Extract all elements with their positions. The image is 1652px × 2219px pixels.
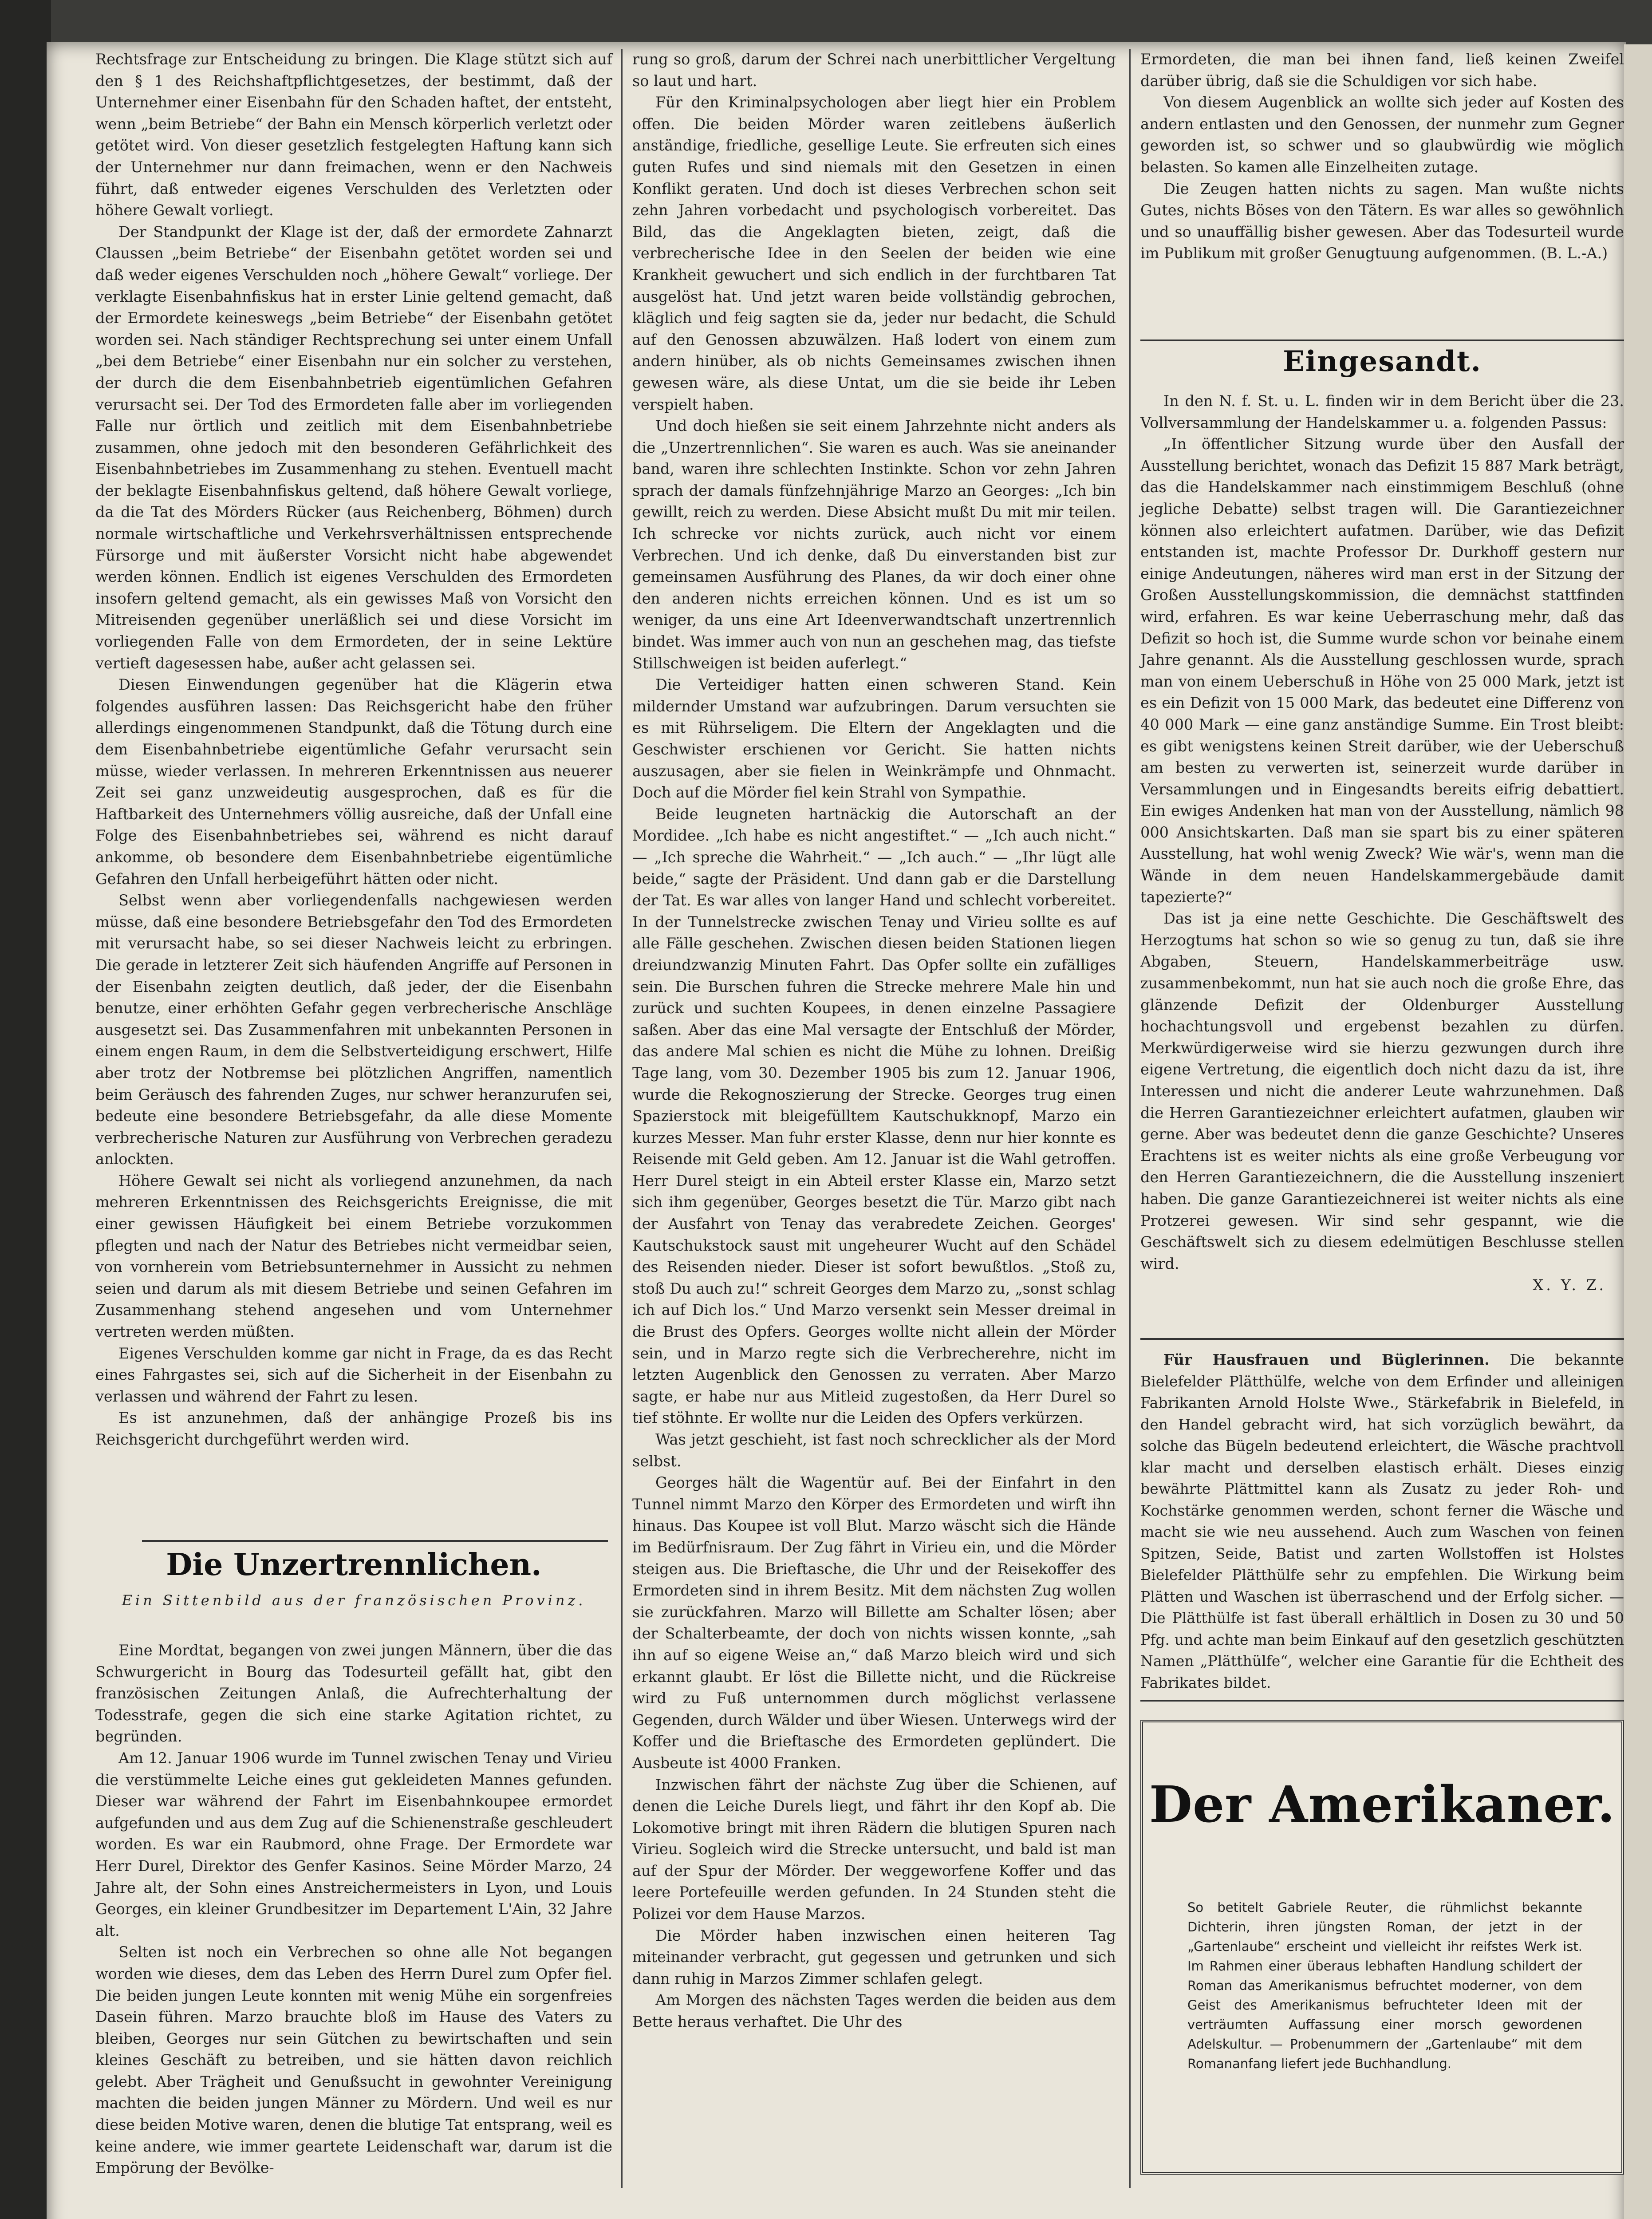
text-paragraph: Beide leugneten hartnäckig die Autorschaft an der Mordidee. „Ich habe es nicht angestiftet.“ — „Ich auch nicht.“ — „Ich spreche die Wahrheit.“ — „Ich auch.“ — „Ihr lügt alle beide,“ sagte der Präsident. Und dann gab er die Darstellung der Tat. Es war alles von langer Hand und schlecht vorbereitet. In der Tunnelstrecke zwischen Tenay und Virieu sollte es auf alle Fälle geschehen. Zwischen diesen beiden Stationen liegen dreiundzwanzig Minuten Fahrt. Das Opfer sollte ein zufälliges sein. Die Burschen fuhren die Strecke mehrere Male hin und zurück und suchten Koupees, in denen einzelne Passagiere saßen. Aber das eine Mal versagte der Entschluß der Mörder, das andere Mal schien es nicht die Mühe zu lohnen. Dreißig Tage lang, vom 30. Dezember 1905 bis zum 12. Januar 1906, wurde die Rekognoszierung der Strecke. Georges trug einen Spazierstock mit bleigefülltem Kautschukknopf, Marzo ein kurzes Messer. Man fuhr erster Klasse, denn nur hier konnte es Reisende mit Geld geben. Am 12. Januar ist die Wahl getroffen. Herr Durel steigt in ein Abteil erster Klasse ein, Marzo setzt sich ihm gegenüber, Georges besetzt die Tür. Marzo gibt nach der Ausfahrt von Tenay das verabredete Zeichen. Georges' Kautschukstock saust mit ungeheurer Wucht auf den Schädel des Reisenden nieder. Dieser ist sofort bewußtlos. „Stoß zu, stoß Du auch zu!“ schreit Georges dem Marzo zu, „sonst schlag ich auf Dich los.“ Und Marzo versenkt sein Messer dreimal in die Brust des Opfers. Georges wollte nicht allein der Mörder sein, und in Marzo regte sich die Verbrecherehre, nicht im letzten Augenblick den Genossen zu verraten. Aber Marzo sagte, er habe nur aus Mitleid zugestoßen, da Herr Durel so tief stöhnte. Er wollte nur die Leiden des Opfers verkürzen. (632, 805, 1116, 1427)
text-paragraph: rung so groß, darum der Schrei nach unerbittlicher Vergeltung so laut und hart. (632, 51, 1116, 90)
text-paragraph: Selten ist noch ein Verbrechen so ohne alle Not begangen worden wie dieses, dem das Leben des Herrn Durel zum Opfer fiel. Die beiden jungen Leute konnten mit wenig Mühe ein sorgenfreies Dasein führen. Marzo brauchte bloß im Hause des Vaters zu bleiben, Georges nur sein Gütchen zu bewirtschaften und sein kleines Geschäft zu betreiben, und sie hätten davon reichlich gelebt. Aber Trägheit und Genußsucht in gewohnter Vereinigung machten die beiden jungen Männer zu Mördern. Und weil es nur diese beiden Motive waren, denen die blutige Tat entsprang, weil es keine andere, wie immer geartete Leidenschaft war, darum ist die Empörung der Bevölke- (95, 1943, 612, 2177)
text-paragraph: Es ist anzunehmen, daß der anhängige Prozeß bis ins Reichsgericht durchgeführt werden wird. (95, 1409, 612, 1448)
column-3 (1140, 49, 1624, 265)
text-paragraph: Am 12. Januar 1906 wurde im Tunnel zwischen Tenay und Virieu die verstümmelte Leiche eines gut gekleideten Mannes gefunden. Dieser war während der Fahrt im Eisenbahnkoupee ermordet aufgefunden und aus dem Zug auf die Schienenstraße geschleudert worden. Es war ein Raubmord, ohne Frage. Der Ermordete war Herr Durel, Direktor des Genfer Kasinos. Seine Mörder Marzo, 24 Jahre alt, der Sohn eines Anstreichermeisters in Lyon, und Louis Georges, ein kleiner Grundbesitzer im Departement L'Ain, 32 Jahre alt. (95, 1749, 612, 1939)
advertisement-box (1140, 1720, 1624, 2175)
next-page-edge (1624, 44, 1652, 2219)
text-paragraph: Eigenes Verschulden komme gar nicht in Frage, da es das Recht eines Fahrgastes sei, sich auf die Sicherheit in der Eisenbahn zu verlassen und während der Fahrt zu lesen. (95, 1344, 612, 1405)
signature: X. Y. Z. (1533, 1276, 1606, 1294)
article-subtitle: Ein Sittenbild aus der französischen Provinz. (122, 1592, 586, 1609)
eingesandt-body (1140, 391, 1624, 1296)
text-paragraph: Die Zeugen hatten nichts zu sagen. Man wußte nichts Gutes, nichts Böses von den Tätern. Es war alles so gewöhnlich und so unauffällig bisher gewesen. Aber das Todesurteil wurde im Publikum mit großer Genugtuung aufgenommen. (B. L.-A.) (1140, 180, 1624, 262)
text-paragraph: Eine Mordtat, begangen von zwei jungen Männern, über die das Schwurgericht in Bourg das Todesurteil gefällt hat, gibt den französischen Zeitungen Anlaß, die Aufrechterhaltung der Todesstrafe, gegen die sich eine starke Agitation richtet, zu begründen. (95, 1642, 612, 1745)
text-paragraph: Die Verteidiger hatten einen schweren Stand. Kein mildernder Umstand war aufzubringen. Darum versuchten sie es mit Rührseligem. Die Eltern der Angeklagten und die Geschwister erschienen vor Gericht. Sie hatten nichts auszusagen, aber sie fielen in Weinkrämpfe und Ohnmacht. Doch auf die Mörder fiel kein Strahl von Sympathie. (632, 676, 1116, 802)
text-paragraph: Inzwischen fährt der nächste Zug über die Schienen, auf denen die Leiche Durels liegt, und fährt ihr den Kopf ab. Die Lokomotive bringt mit ihren Rädern die blutigen Spuren nach Virieu. Sogleich wird die Strecke untersucht, und bald ist man auf der Spur der Mörder. Der weggeworfene Koffer und das leere Portefeuille werden gefunden. In 24 Stunden steht die Polizei vor dem Hause Marzos. (632, 1776, 1116, 1923)
text-paragraph: Am Morgen des nächsten Tages werden die beiden aus dem Bette heraus verhaftet. Die Uhr des (632, 1991, 1116, 2031)
text-paragraph: Höhere Gewalt sei nicht als vorliegend anzunehmen, da nach mehreren Erkenntnissen des Reichsgerichts Ereignisse, die mit einer gewissen Häufigkeit bei einem Betriebe vorzukommen pflegten und nach der Natur des Betriebes nicht vermeidbar seien, von vornherein vom Betriebsunternehmer in Aussicht zu nehmen seien und darum als mit diesem Betriebe und seinen Gefahren im Zusammenhang stehend angesehen und vom Unternehmer vertreten werden müßten. (95, 1172, 612, 1341)
ad-text: So betitelt Gabriele Reuter, die rühmlichst bekannte Dichterin, ihren jüngsten Roman, der jetzt in der „Gartenlaube“ erscheint und vielleicht ihr reifstes Werk ist. Im Rahmen einer überaus lebhaften Handlung schildert der Roman das Amerikanismus befruchtet moderner, von dem Geist des Amerikanismus befruchteter Ideen mit der verträumten Auffassung einer morsch gewordenen Adelskultur. — Probenummern der „Gartenlaube“ mit dem Romananfang liefert jede Buchhandlung. (1187, 1900, 1582, 2071)
text-paragraph: Das ist ja eine nette Geschichte. Die Geschäftswelt des Herzogtums hat schon so wie so genug zu tun, daß sie ihre Abgaben, Steuern, Handelskammerbeiträge usw. zusammenbekommt, nun hat sie auch noch die große Ehre, das glänzende Defizit der Oldenburger Ausstellung hochachtungsvoll und ergebenst bezahlen zu dürfen. Merkwürdigerweise wird sie hierzu gezwungen durch ihre eigene Vertretung, die eigentlich doch nicht dazu da ist, ihre Interessen und nicht die anderer Leute wahrzunehmen. Daß die Herren Garantiezeichner erleichtert aufatmen, glauben wir gerne. Aber was bedeutet denn die ganze Geschichte? Unseres Erachtens ist es weiter nichts als eine große Verbeugung vor den Herren Garantiezeichnern, die die Ausstellung inszeniert haben. Die ganze Garantiezeichnerei ist weiter nichts als eine Protzerei gewesen. Wir sind sehr gespannt, wie die Geschäftswelt sich zu diesem edelmütigen Beschlusse stellen wird. (1140, 910, 1624, 1272)
section-rule (1140, 1700, 1624, 1702)
text-paragraph: Für den Kriminalpsychologen aber liegt hier ein Problem offen. Die beiden Mörder waren zeitlebens äußerlich anständige, friedliche, gesellige Leute. Sie erfreuten sich eines guten Rufes und sind niemals mit den Gesetzen in einen Konflikt geraten. Und doch ist dieses Verbrechen schon seit zehn Jahren vorbedacht und psychologisch vorbereitet. Das Bild, das die Angeklagten bieten, zeigt, daß die verbrecherische Idee in den Seelen der beiden wie eine Krankheit gewuchert und sich endlich in der furchtbaren Tat ausgelöst hat. Und jetzt waren beide vollständig gebrochen, kläglich und feig sagten sie da, jeder nur bedacht, die Schuld auf den Genossen abzuwälzen. Haß lodert von einem zum andern hinüber, als ob nichts Gemeinsames zwischen ihnen gewesen wäre, als diese Untat, um die sie beide ihr Leben verspielt haben. (632, 94, 1116, 413)
text-paragraph: Von diesem Augenblick an wollte sich jeder auf Kosten des andern entlasten und den Genossen, der nunmehr zum Gegner geworden ist, so schwer und so glaubwürdig wie möglich belasten. So kamen alle Einzelheiten zutage. (1140, 94, 1624, 176)
text-paragraph: „In öffentlicher Sitzung wurde über den Ausfall der Ausstellung berichtet, wonach das Defizit 15 887 Mark beträgt, das die Handelskammer nach einstimmigem Beschluß (ohne jegliche Debatte) selbst tragen will. Die Garantiezeichner können also erleichtert aufatmen. Darüber, wie das Defizit entstanden ist, machte Professor Dr. Durkhoff gestern nur einige Andeutungen, näheres wird man erst in der Sitzung der Großen Ausstellungskommission, die demnächst stattfinden wird, erfahren. Es war keine Ueberraschung mehr, daß das Defizit so hoch ist, die Summe wurde schon vor beinahe einem Jahre genannt. Als die Ausstellung geschlossen wurde, sprach man von einem Ueberschuß in Höhe von 25 000 Mark, jetzt ist es ein Defizit von 15 000 Mark, das bedeutet eine Differenz von 40 000 Mark — eine ganz anständige Summe. Ein Trost bleibt: es gibt wenigstens keinen Streit darüber, wie der Ueberschuß am besten zu verwerten ist, seinerzeit wurde darüber in Versammlungen und in Eingesandts bereits eifrig debattiert. Ein ewiges Andenken hat man von der Ausstellung, nämlich 98 000 Ansichtskarten. Daß man sie spart bis zu einer späteren Ausstellung, hat wohl wenig Zweck? Wie wär's, wenn man die Wände in dem neuen Handelskammergebäude damit tapezierte?“ (1140, 435, 1624, 906)
scan-background (0, 0, 51, 2219)
text-paragraph: Was jetzt geschieht, ist fast noch schrecklicher als der Mord selbst. (632, 1431, 1116, 1470)
article-body (95, 1640, 612, 2179)
section-rule (1140, 340, 1624, 341)
text-paragraph: Diesen Einwendungen gegenüber hat die Klägerin etwa folgendes ausführen lassen: Das Reichsgericht habe den früher allerdings eingenommenen Standpunkt, daß die Tötung durch eine dem Eisenbahnbetriebe eigentümliche Gefahr verursacht sein müsse, wieder verlassen. In mehreren Erkenntnissen aus neuerer Zeit sei ganz unzweideutig ausgesprochen, daß es für die Haftbarkeit des Unternehmers völlig ausreiche, daß der Unfall eine Folge des Eisenbahnbetriebes sei, während es nicht darauf ankomme, ob besondere dem Eisenbahnbetriebe eigentümliche Gefahren den Unfall herbeigeführt hätten oder nicht. (95, 676, 612, 888)
notice-lead: Für Hausfrauen und Büglerinnen. (1163, 1351, 1490, 1368)
text-paragraph: Der Standpunkt der Klage ist der, daß der ermordete Zahnarzt Claussen „beim Betriebe“ der Eisenbahn getötet worden sei und daß weder eigenes Verschulden noch „höhere Gewalt“ vorliege. Der verklagte Eisenbahnfiskus hat in erster Linie geltend gemacht, daß der Ermordete keineswegs „beim Betriebe“ der Eisenbahn getötet worden sei. Nach ständiger Rechtsprechung sei unter einem Unfall „bei dem Betriebe“ einer Eisenbahn nur ein solcher zu verstehen, der durch die dem Eisenbahnbetrieb eigentümlichen Gefahren verursacht sei. Der Tod des Ermordeten falle aber im vorliegenden Falle nur örtlich und zeitlich mit dem Eisenbahnbetriebe zusammen, ohne jedoch mit den besonderen Gefährlichkeit des Eisenbahnbetriebes im Zusammenhang zu stehen. Eventuell macht der beklagte Eisenbahnfiskus geltend, daß höhere Gewalt vorliege, da die Tat des Mörders Rücker (aus Reichenberg, Böhmen) durch normale wirtschaftliche und Verkehrsverhältnissen entsprechende Fürsorge und mit äußerster Vorsicht nicht habe abgewendet werden können. Endlich ist eigenes Verschulden des Ermordeten insofern geltend gemacht, als ein gewisses Maß von Vorsicht den Mitreisenden gegenüber unerläßlich sei und diese Vorsicht im vorliegenden Falle von dem Ermordeten, der in seine Lektüre vertieft dagesessen habe, außer acht gelassen sei. (95, 223, 612, 672)
text-paragraph: In den N. f. St. u. L. finden wir in dem Bericht über die 23. Vollversammlung der Handelskammer u. a. folgenden Passus: (1140, 392, 1624, 431)
column-divider (621, 49, 623, 2188)
text-paragraph: Die Mörder haben inzwischen einen heiteren Tag miteinander verbracht, gut gegessen und getrunken und sich dann ruhig in Marzos Zimmer schlafen gelegt. (632, 1927, 1116, 1987)
notice-text: Die bekannte Bielefelder Plätthülfe, welche von dem Erfinder und alleinigen Fabrikanten Arnold Holste Wwe., Stärkefabrik in Bielefeld, in den Handel gebracht wird, hat sich vorzüglich bewährt, da solche das Bügeln bedeutend erleichtert, die Wäsche prachtvoll klar macht und derselben elastisch erhält. Dieses einzig bewährte Plättmittel kann als Zusatz zu jeder Roh- und Kochstärke genommen werden, schont ferner die Wäsche und macht sie wie neu aussehend. Auch zum Waschen von feinen Spitzen, Seide, Batist und zarten Wollstoffen ist Holstes Bielefelder Plätthülfe sehr zu empfehlen. Die Wirkung beim Plätten und Waschen ist überraschend und der Erfolg sicher. — Die Plätthülfe ist fast überall erhältlich in Dosen zu 30 und 50 Pfg. und achte man beim Einkauf auf den gesetzlich geschützten Namen „Plätthülfe“, welcher eine Garantie für die Echtheit des Fabrikates bildet. (1140, 1351, 1624, 1691)
column-1 (95, 49, 612, 1451)
section-rule (142, 1540, 608, 1542)
text-paragraph: Rechtsfrage zur Entscheidung zu bringen. Die Klage stützt sich auf den § 1 des Reichshaftpflichtgesetzes, der bestimmt, daß der Unternehmer einer Eisenbahn für den Schaden haftet, der entsteht, wenn „beim Betriebe“ der Bahn ein Mensch körperlich verletzt oder getötet wird. Von dieser gesetzlich festgelegten Haftung kann sich der Unternehmer nur dann freimachen, wenn er den Nachweis führt, daß entweder eigenes Verschulden des Verletzten oder höhere Gewalt vorliegt. (95, 51, 612, 219)
text-paragraph: Ermordeten, die man bei ihnen fand, ließ keinen Zweifel darüber übrig, daß sie die Schuldigen vor sich habe. (1140, 51, 1624, 90)
section-title-eingesandt: Eingesandt. (1283, 345, 1482, 378)
text-paragraph: Georges hält die Wagentür auf. Bei der Einfahrt in den Tunnel nimmt Marzo den Körper des Ermordeten und wirft ihn hinaus. Das Koupee ist voll Blut. Marzo wäscht sich die Hände im Bedürfnisraum. Der Zug fährt in Virieu ein, und die Mörder steigen aus. Die Brieftasche, die Uhr und der Reisekoffer des Ermordeten sind in ihrem Besitz. Mit dem nächsten Zug wollen sie zurückfahren. Marzo will Billette am Schalter lösen; aber der Schalterbeamte, der doch von nichts wissen konnte, „sah ihn auf so eigene Weise an,“ daß Marzo bleich wird und sich erkannt glaubt. Er löst die Billette nicht, und die Rückreise wird zu Fuß unternommen durch möglichst verlassene Gegenden, durch Wälder und über Wiesen. Unterwegs wird der Koffer und die Brieftasche des Ermordeten geplündert. Die Ausbeute ist 4000 Franken. (632, 1474, 1116, 1772)
notice-plaetthuelfe (1140, 1349, 1624, 1694)
ad-title: Der Amerikaner. (1149, 1776, 1616, 1834)
section-rule (1140, 1338, 1624, 1340)
article-title: Die Unzertrennlichen. (166, 1547, 542, 1583)
column-divider (1129, 49, 1131, 2188)
text-paragraph: Und doch hießen sie seit einem Jahrzehnte nicht anders als die „Unzertrennlichen“. Sie waren es auch. Was sie aneinander band, waren ihre schlechten Instinkte. Schon vor zehn Jahren sprach der damals fünfzehnjährige Marzo an Georges: „Ich bin gewillt, reich zu werden. Diese Absicht mußt Du mit mir teilen. Ich schrecke vor nichts zurück, auch nicht vor einem Verbrechen. Und ich denke, daß Du einverstanden bist zur gemeinsamen Ausführung des Planes, da wir doch einer ohne den anderen nichts erreichen können. Und es ist um so weniger, da uns eine Art Ideenverwandtschaft unzertrennlich bindet. Was immer auch von nun an geschehen mag, das tiefste Stillschweigen ist beiden auferlegt.“ (632, 417, 1116, 672)
column-2 (632, 49, 1116, 2033)
text-paragraph: Selbst wenn aber vorliegendenfalls nachgewiesen werden müsse, daß eine besondere Betriebsgefahr den Tod des Ermordeten mit verursacht habe, so sei dieser Nachweis leicht zu erbringen. Die gerade in letzterer Zeit sich häufenden Angriffe auf Personen in der Eisenbahn zeigten deutlich, daß jeder, der die Eisenbahn benutze, einer erhöhten Gefahr gegen verbrecherische Anschläge ausgesetzt sei. Das Zusammenfahren mit unbekannten Personen in einem engen Raum, in dem die Selbstverteidigung erschwert, Hilfe aber trotz der Notbremse bei plötzlichen Angriffen, namentlich beim Geräusch des fahrenden Zuges, nur schwer heranzurufen sei, bedeute eine besondere Betriebsgefahr, da alle diese Momente verbrecherische Naturen zur Ausführung von Verbrechen geradezu anlockten. (95, 892, 612, 1168)
